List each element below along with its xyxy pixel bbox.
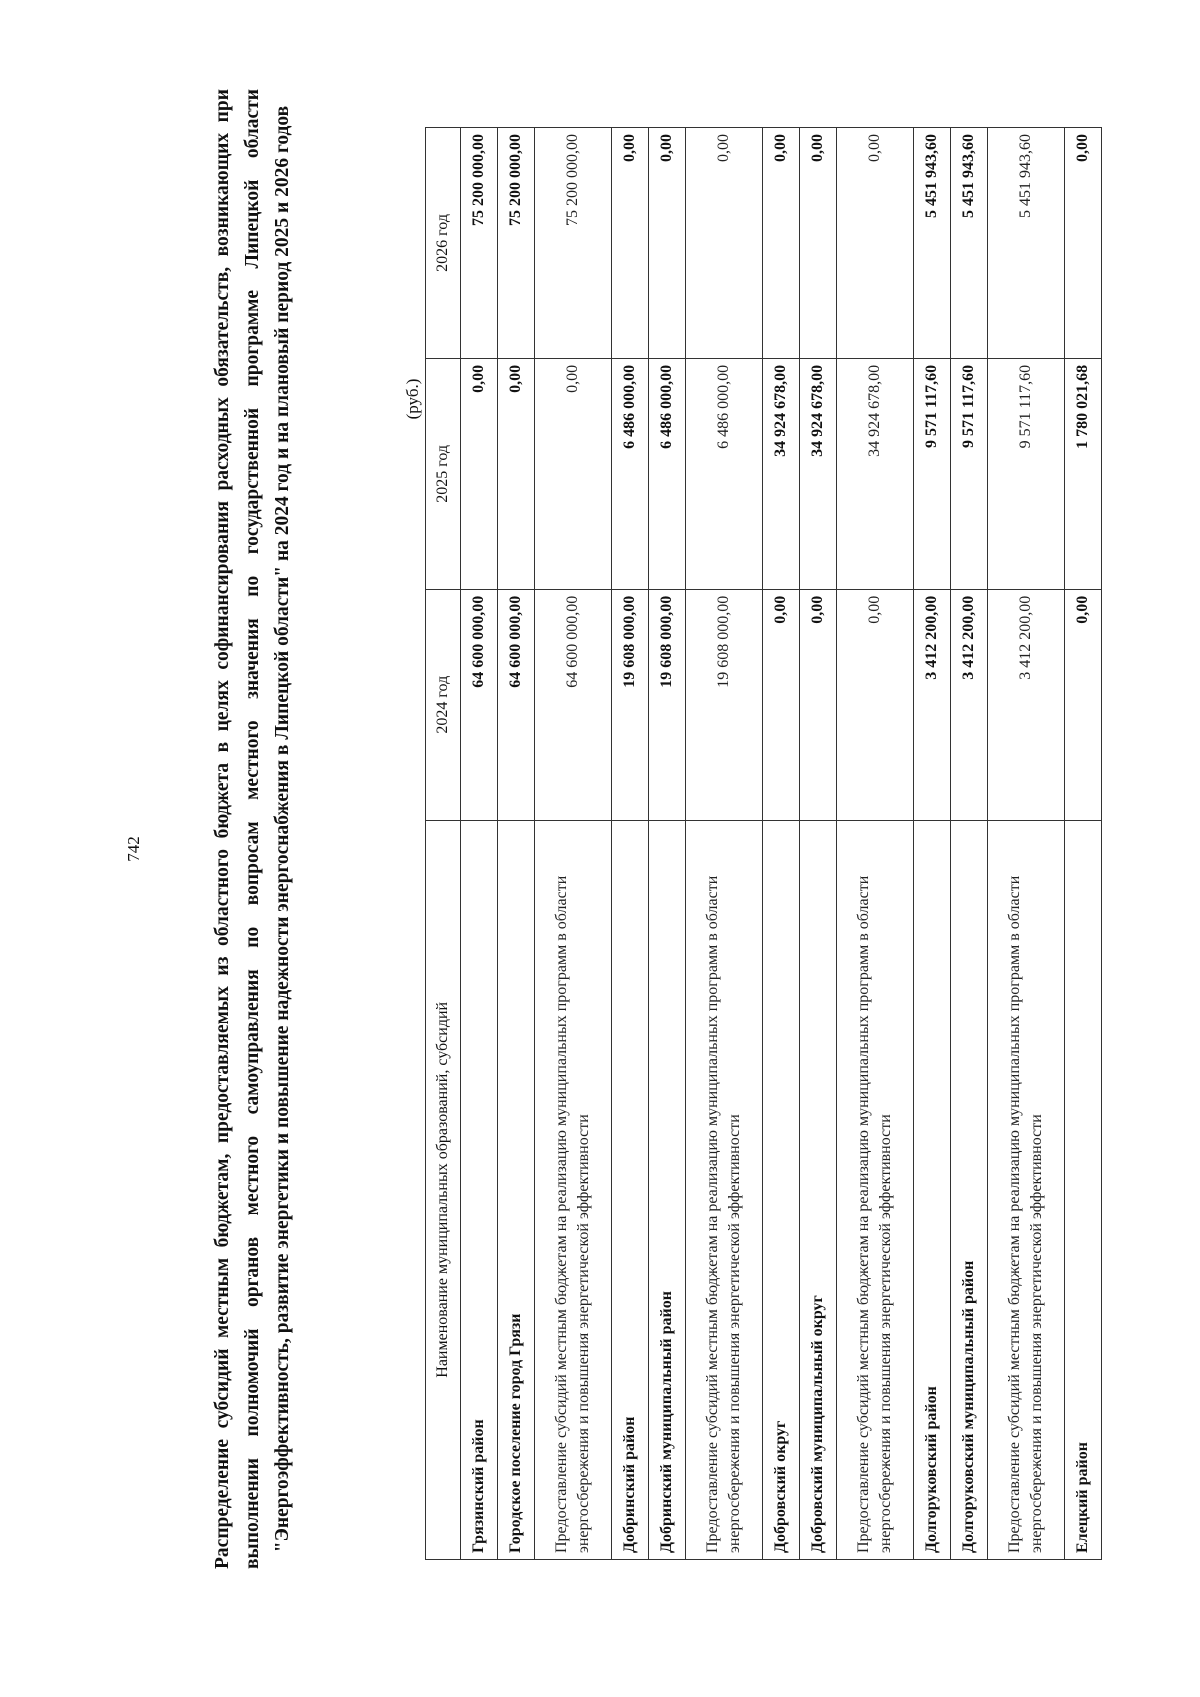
document-title: Распределение субсидий местным бюджетам, предоставляемых из областного бюджета в целях софинансирования расходных обязательств, возникающих при выполнении полномочий органов местного самоуправления по вопросам местного значения по государственной программе Липецкой области "Энергоэффективность, развитие энергетики и повышение надежности энергоснабжения в Липецкой области" на 2024 год и на плановый период 2025 и 2026 годов (212, 88, 293, 1569)
cell-2025: 0,00 (498, 358, 535, 589)
subsidy-table (425, 127, 1102, 1560)
cell-2026: 5 451 943,60 (988, 127, 1065, 358)
cell-2026: 5 451 943,60 (914, 127, 951, 358)
cell-name: Предоставление субсидий местным бюджетам на реализацию муниципальных программ в области энергосбережения и повышения энергетической эффективности (837, 820, 914, 1559)
cell-name: Предоставление субсидий местным бюджетам на реализацию муниципальных программ в области энергосбережения и повышения энергетической эффективности (686, 820, 763, 1559)
cell-2025: 34 924 678,00 (763, 358, 800, 589)
cell-2025: 0,00 (535, 358, 612, 589)
table-row (800, 127, 837, 1559)
cell-2026: 0,00 (686, 127, 763, 358)
cell-name: Грязинский район (461, 820, 498, 1559)
cell-2024: 3 412 200,00 (988, 589, 1065, 820)
cell-2024: 0,00 (800, 589, 837, 820)
cell-2025: 9 571 117,60 (988, 358, 1065, 589)
cell-2026: 75 200 000,00 (535, 127, 612, 358)
cell-2024: 3 412 200,00 (914, 589, 951, 820)
cell-2025: 6 486 000,00 (612, 358, 649, 589)
cell-2024: 0,00 (763, 589, 800, 820)
table-row (951, 127, 988, 1559)
table-row (535, 127, 612, 1559)
cell-2026: 5 451 943,60 (951, 127, 988, 358)
table-row (837, 127, 914, 1559)
unit-label: (руб.) (403, 378, 422, 419)
cell-2026: 75 200 000,00 (498, 127, 535, 358)
cell-2024: 64 600 000,00 (461, 589, 498, 820)
header-2025: 2025 год (426, 358, 461, 589)
cell-name: Добровский муниципальный округ (800, 820, 837, 1559)
cell-2024: 0,00 (837, 589, 914, 820)
cell-2025: 34 924 678,00 (837, 358, 914, 589)
cell-2026: 0,00 (1065, 127, 1102, 358)
cell-2024: 19 608 000,00 (686, 589, 763, 820)
table-row (763, 127, 800, 1559)
cell-name: Добринский район (612, 820, 649, 1559)
table-row (461, 127, 498, 1559)
cell-2025: 6 486 000,00 (649, 358, 686, 589)
cell-2026: 75 200 000,00 (461, 127, 498, 358)
cell-2024: 19 608 000,00 (612, 589, 649, 820)
cell-2026: 0,00 (763, 127, 800, 358)
cell-name: Предоставление субсидий местным бюджетам на реализацию муниципальных программ в области энергосбережения и повышения энергетической эффективности (535, 820, 612, 1559)
rotated-page (70, 69, 1130, 1629)
cell-name: Елецкий район (1065, 820, 1102, 1559)
cell-2025: 9 571 117,60 (914, 358, 951, 589)
cell-2024: 19 608 000,00 (649, 589, 686, 820)
cell-name: Долгоруковский район (914, 820, 951, 1559)
table-row (914, 127, 951, 1559)
cell-2026: 0,00 (800, 127, 837, 358)
table-header-row (426, 127, 461, 1559)
cell-2025: 9 571 117,60 (951, 358, 988, 589)
table-row (649, 127, 686, 1559)
cell-2025: 1 780 021,68 (1065, 358, 1102, 589)
cell-2026: 0,00 (649, 127, 686, 358)
cell-2024: 64 600 000,00 (498, 589, 535, 820)
table-row (498, 127, 535, 1559)
cell-2024: 3 412 200,00 (951, 589, 988, 820)
cell-name: Городское поселение город Грязи (498, 820, 535, 1559)
cell-2025: 6 486 000,00 (686, 358, 763, 589)
header-2026: 2026 год (426, 127, 461, 358)
cell-name: Долгоруковский муниципальный район (951, 820, 988, 1559)
table-row (1065, 127, 1102, 1559)
cell-2026: 0,00 (837, 127, 914, 358)
header-2024: 2024 год (426, 589, 461, 820)
cell-2026: 0,00 (612, 127, 649, 358)
header-name: Наименование муниципальных образований, субсидий (426, 820, 461, 1559)
table-row (612, 127, 649, 1559)
cell-name: Добринский муниципальный район (649, 820, 686, 1559)
table-body (461, 127, 1102, 1559)
cell-name: Добровский округ (763, 820, 800, 1559)
cell-2025: 34 924 678,00 (800, 358, 837, 589)
cell-2025: 0,00 (461, 358, 498, 589)
table-row (686, 127, 763, 1559)
table-row (988, 127, 1065, 1559)
page-number: 742 (124, 835, 143, 862)
cell-2024: 64 600 000,00 (535, 589, 612, 820)
cell-2024: 0,00 (1065, 589, 1102, 820)
cell-name: Предоставление субсидий местным бюджетам на реализацию муниципальных программ в области энергосбережения и повышения энергетической эффективности (988, 820, 1065, 1559)
